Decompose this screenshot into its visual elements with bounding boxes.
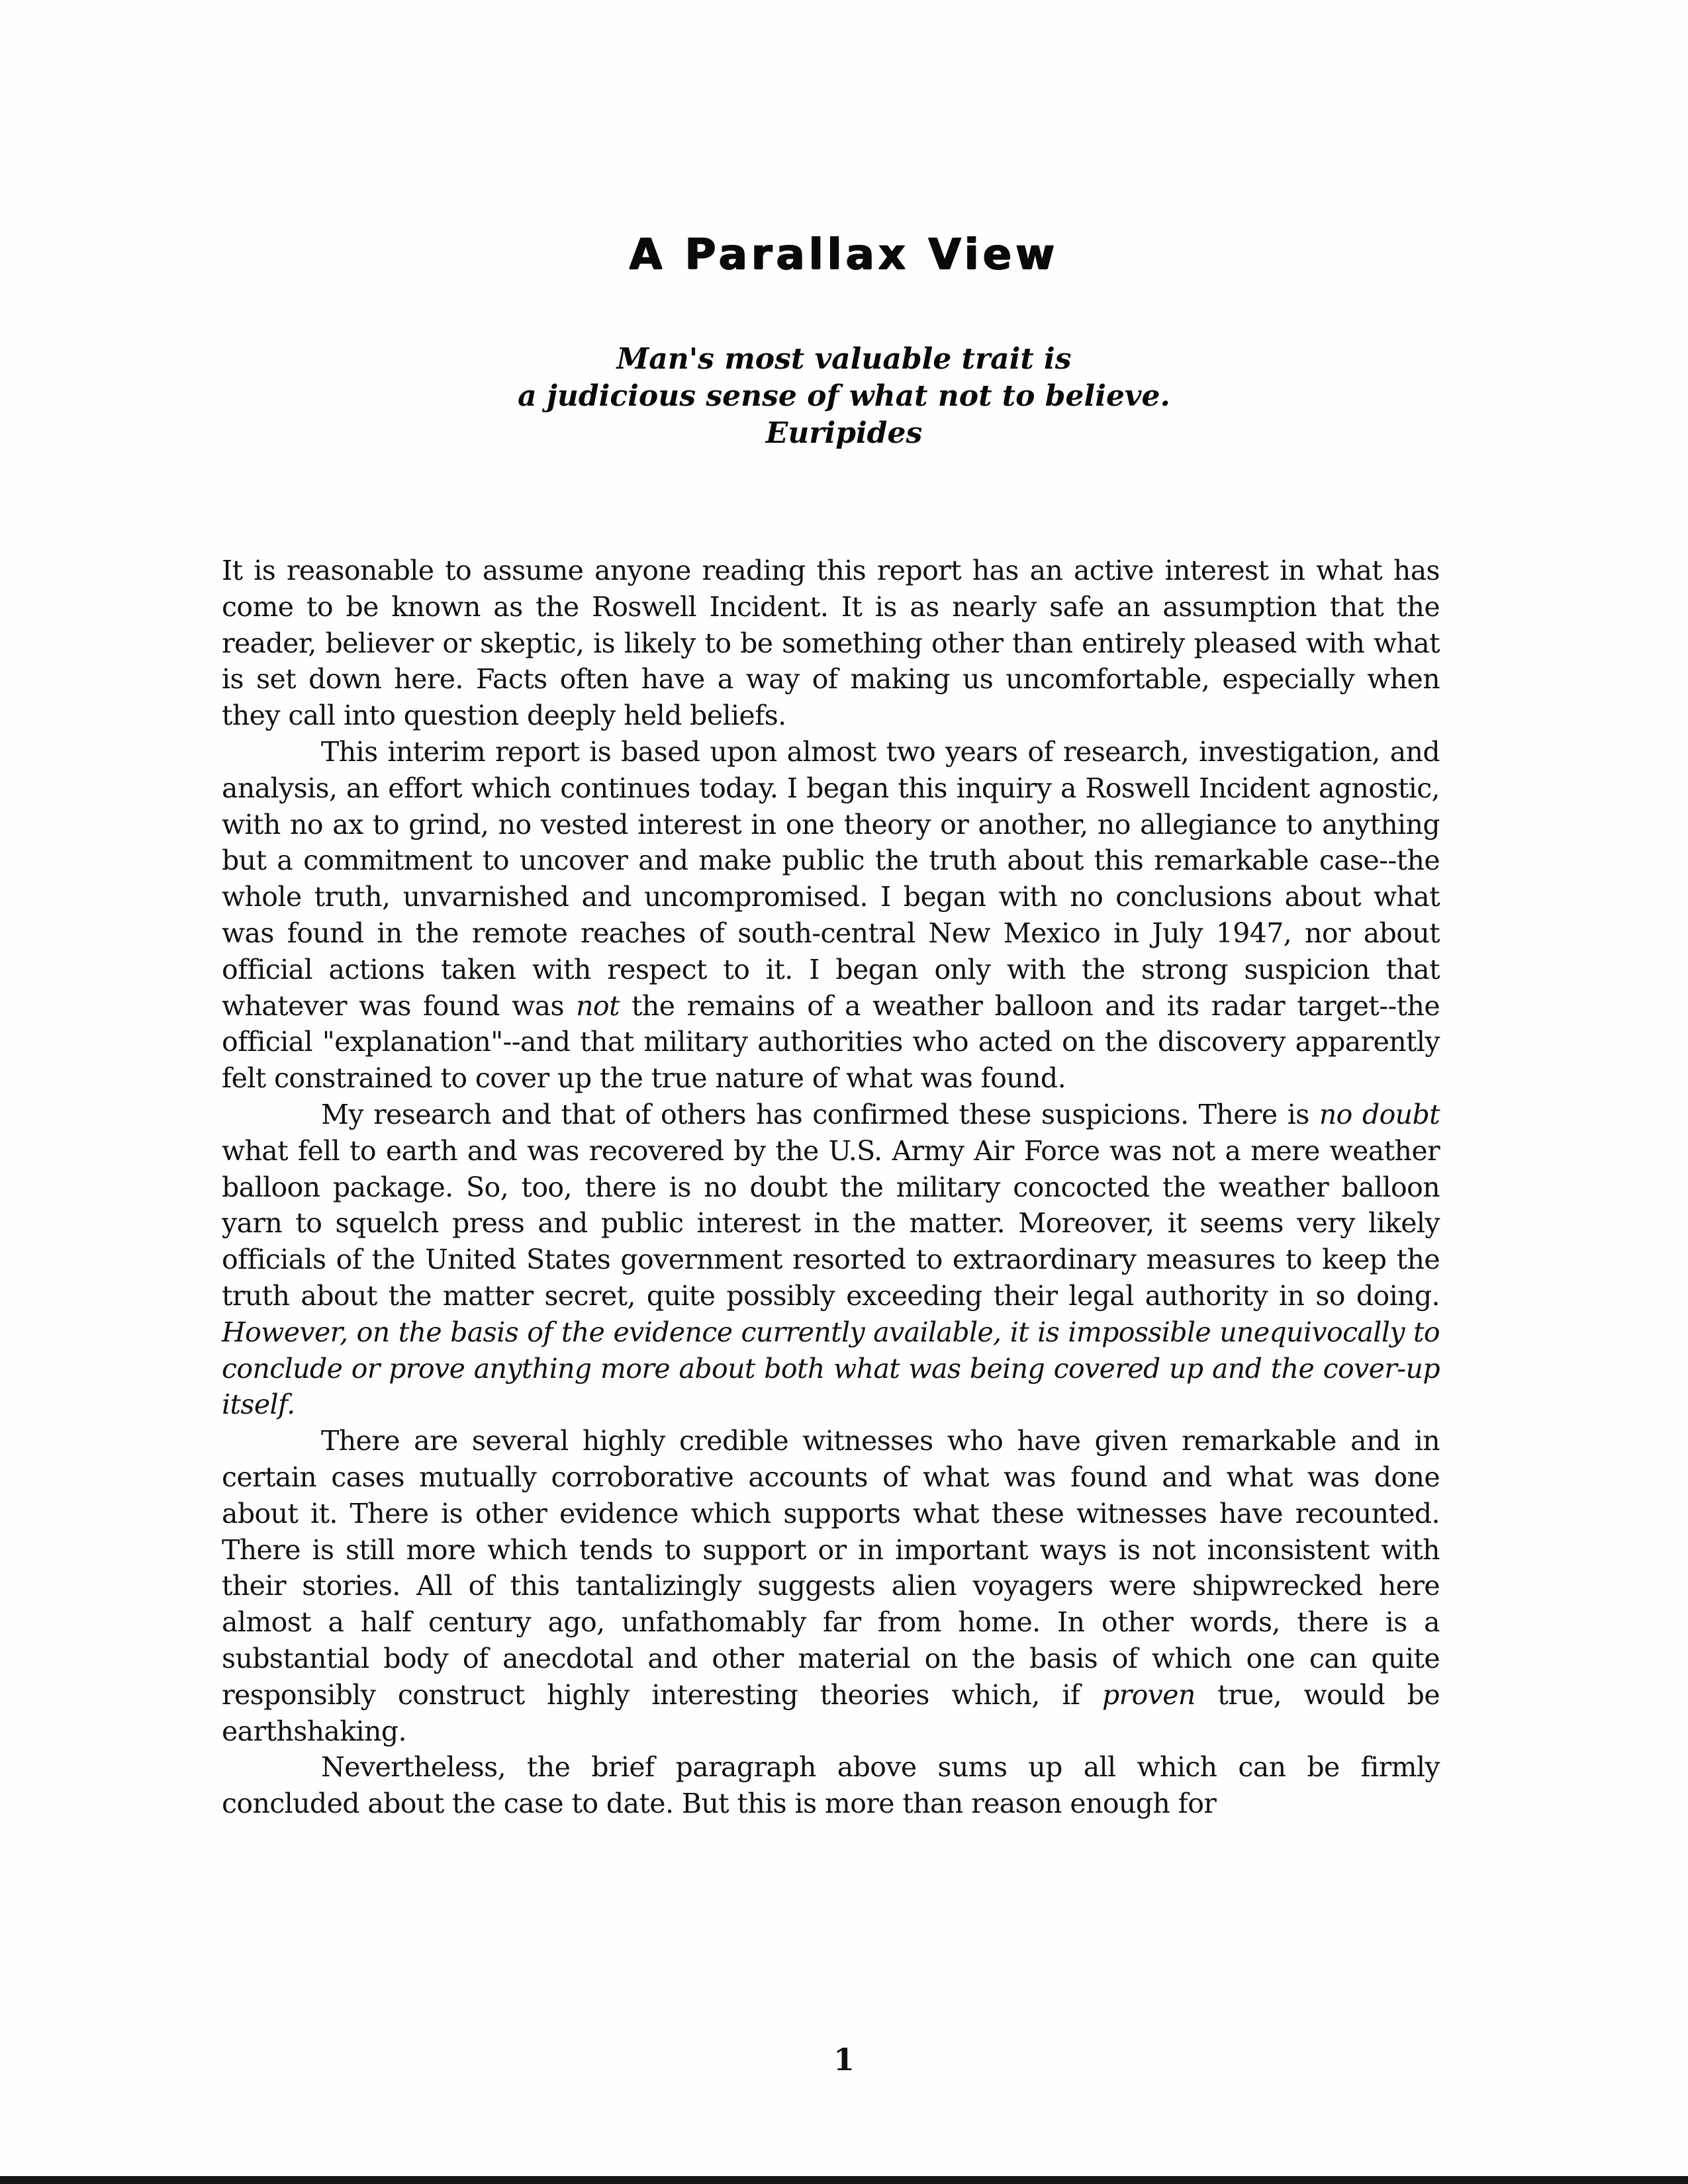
paragraph-2-emphasis: not [576,989,620,1022]
epigraph-line-1: Man's most valuable trait is [616,342,1072,376]
paragraph-2 [222,734,1440,1097]
paragraph-3-emphasis-1: no doubt [1319,1098,1440,1130]
paragraph-5-text: Nevertheless, the brief paragraph above sums up all which can be firmly concluded about the case to date. But this is more than reason enough for [222,1751,1440,1820]
paragraph-4-text-b: true, would be earthshaking. [222,1678,1440,1747]
paragraph-1-text: It is reasonable to assume anyone reading this report has an active interest in what has come to be known as the Roswell Incident. It is as nearly safe an assumption that the reader, believer or skeptic, is likely to be something other than entirely pleased with what is set down here. Facts often have a way of making us uncomfortable, especially when they call into question deeply held beliefs. [222,555,1440,732]
paragraph-3-emphasis-2: However, on the basis of the evidence currently available, it is impossible unequivocally to conclude or prove anything more about both what was being covered up and the cover-up itself. [222,1316,1440,1421]
paragraph-2-text-b: the remains of a weather balloon and its radar target--the official "explanation"--and that military authorities who acted on the discovery apparently felt constrained to cover up the true nature of what was found. [222,989,1440,1095]
paragraph-3-text-a: My research and that of others has confirmed these suspicions. There is [321,1098,1319,1130]
body-text [222,553,1440,1822]
paragraph-4-emphasis: proven [1102,1678,1196,1711]
epigraph [0,341,1688,452]
paragraph-5 [222,1749,1440,1822]
epigraph-attribution: Euripides [765,416,923,450]
paragraph-3 [222,1097,1440,1423]
paragraph-4 [222,1423,1440,1749]
document-title: A Parallax View [629,230,1059,279]
epigraph-line-2: a judicious sense of what not to believe. [518,379,1170,413]
paragraph-2-text-a: This interim report is based upon almost two years of research, investigation, and analysis, an effort which continues today. I began this inquiry a Roswell Incident agnostic, with no ax to grind, no vested interest in one theory or another, no allegiance to anything but a commitment to uncover and make public the truth about this remarkable case--the whole truth, unvarnished and uncompromised. I began with no conclusions about what was found in the remote reaches of south-central New Mexico in July 1947, nor about official actions taken with respect to it. I began only with the strong suspicion that whatever was found was [222,735,1440,1022]
scan-bottom-edge [0,2176,1688,2184]
page-number: 1 [833,2042,855,2077]
paragraph-3-text-b: what fell to earth and was recovered by the U.S. Army Air Force was not a mere weather balloon package. So, too, there is no doubt the military concocted the weather balloon yarn to squelch press and public interest in the matter. Moreover, it seems very likely officials of the United States government resorted to extraordinary measures to keep the truth about the matter secret, quite possibly exceeding their legal authority in so doing. [222,1134,1440,1312]
paragraph-4-text-a: There are several highly credible witnesses who have given remarkable and in certain cases mutually corroborative accounts of what was found and what was done about it. There is other evidence which supports what these witnesses have recounted. There is still more which tends to support or in important ways is not inconsistent with their stories. All of this tantalizingly suggests alien voyagers were shipwrecked here almost a half century ago, unfathomably far from home. In other words, there is a substantial body of anecdotal and other material on the basis of which one can quite responsibly construct highly interesting theories which, if [222,1425,1440,1711]
paragraph-1 [222,553,1440,734]
